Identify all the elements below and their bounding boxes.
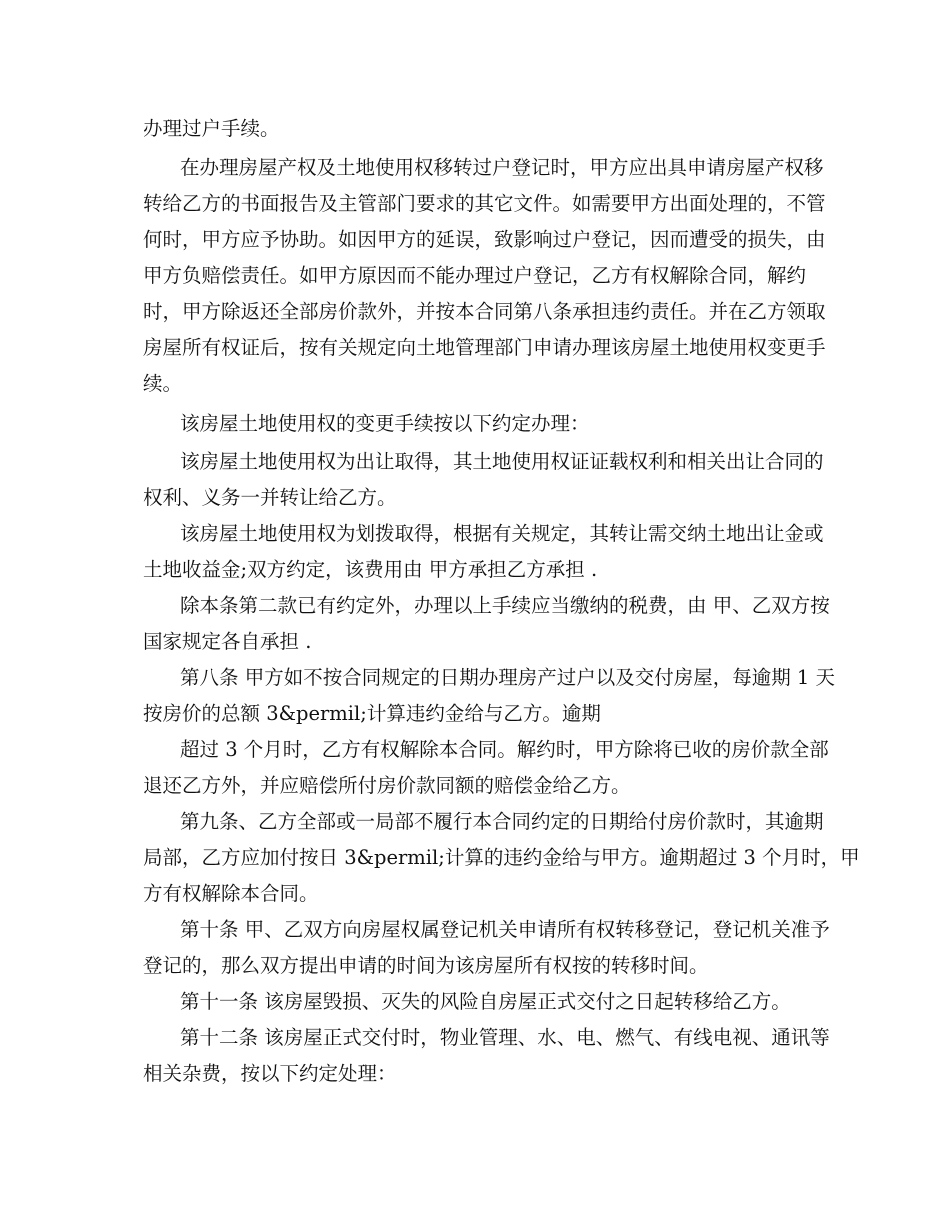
text-line: 国家规定各自承担 . bbox=[143, 630, 312, 653]
text-line: 土地收益金;双方约定，该费用由 甲方承担乙方承担 . bbox=[143, 558, 598, 581]
text-line: 局部，乙方应加付按日 3&permil;计算的违约金给与甲方。逾期超过 3 个月时，甲 bbox=[143, 846, 860, 869]
text-line: 续。 bbox=[143, 372, 183, 395]
text-line: 何时，甲方应予协助。如因甲方的延误，致影响过户登记，因而遭受的损失，由 bbox=[143, 228, 826, 251]
text-line: 除本条第二款已有约定外，办理以上手续应当缴纳的税费，由 甲、乙双方按 bbox=[180, 594, 830, 617]
text-line: 第十二条 该房屋正式交付时，物业管理、水、电、燃气、有线电视、通讯等 bbox=[180, 1026, 830, 1049]
text-line: 该房屋土地使用权为划拨取得，根据有关规定，其转让需交纳土地出让金或 bbox=[180, 522, 824, 545]
text-line: 第十一条 该房屋毁损、灭失的风险自房屋正式交付之日起转移给乙方。 bbox=[180, 990, 791, 1013]
text-line: 时，甲方除返还全部房价款外，并按本合同第八条承担违约责任。并在乙方领取 bbox=[143, 300, 826, 323]
text-line: 按房价的总额 3&permil;计算违约金给与乙方。逾期 bbox=[143, 702, 601, 725]
text-line: 第八条 甲方如不按合同规定的日期办理房产过户以及交付房屋，每逾期 1 天 bbox=[180, 666, 836, 689]
text-line: 该房屋土地使用权为出让取得，其土地使用权证证载权利和相关出让合同的 bbox=[180, 450, 824, 473]
text-line: 该房屋土地使用权的变更手续按以下约定办理： bbox=[180, 412, 590, 435]
text-line: 在办理房屋产权及土地使用权移转过户登记时，甲方应出具申请房屋产权移 bbox=[180, 156, 824, 179]
text-line: 方有权解除本合同。 bbox=[143, 882, 319, 905]
text-line: 甲方负赔偿责任。如甲方原因而不能办理过户登记，乙方有权解除合同，解约 bbox=[143, 264, 807, 287]
text-line: 登记的，那么双方提出申请的时间为该房屋所有权按的转移时间。 bbox=[143, 954, 709, 977]
text-line: 超过 3 个月时，乙方有权解除本合同。解约时，甲方除将已收的房价款全部 bbox=[180, 738, 829, 761]
text-line: 房屋所有权证后，按有关规定向土地管理部门申请办理该房屋土地使用权变更手 bbox=[143, 336, 826, 359]
text-line: 相关杂费，按以下约定处理： bbox=[143, 1062, 397, 1085]
text-line: 办理过户手续。 bbox=[143, 117, 280, 140]
text-line: 第十条 甲、乙双方向房屋权属登记机关申请所有权转移登记，登记机关准予 bbox=[180, 918, 830, 941]
text-line: 权利、义务一并转让给乙方。 bbox=[143, 486, 397, 509]
text-line: 第九条、乙方全部或一局部不履行本合同约定的日期给付房价款时，其逾期 bbox=[180, 810, 824, 833]
text-line: 退还乙方外，并应赔偿所付房价款同额的赔偿金给乙方。 bbox=[143, 774, 631, 797]
text-line: 转给乙方的书面报告及主管部门要求的其它文件。如需要甲方出面处理的，不管 bbox=[143, 192, 826, 215]
